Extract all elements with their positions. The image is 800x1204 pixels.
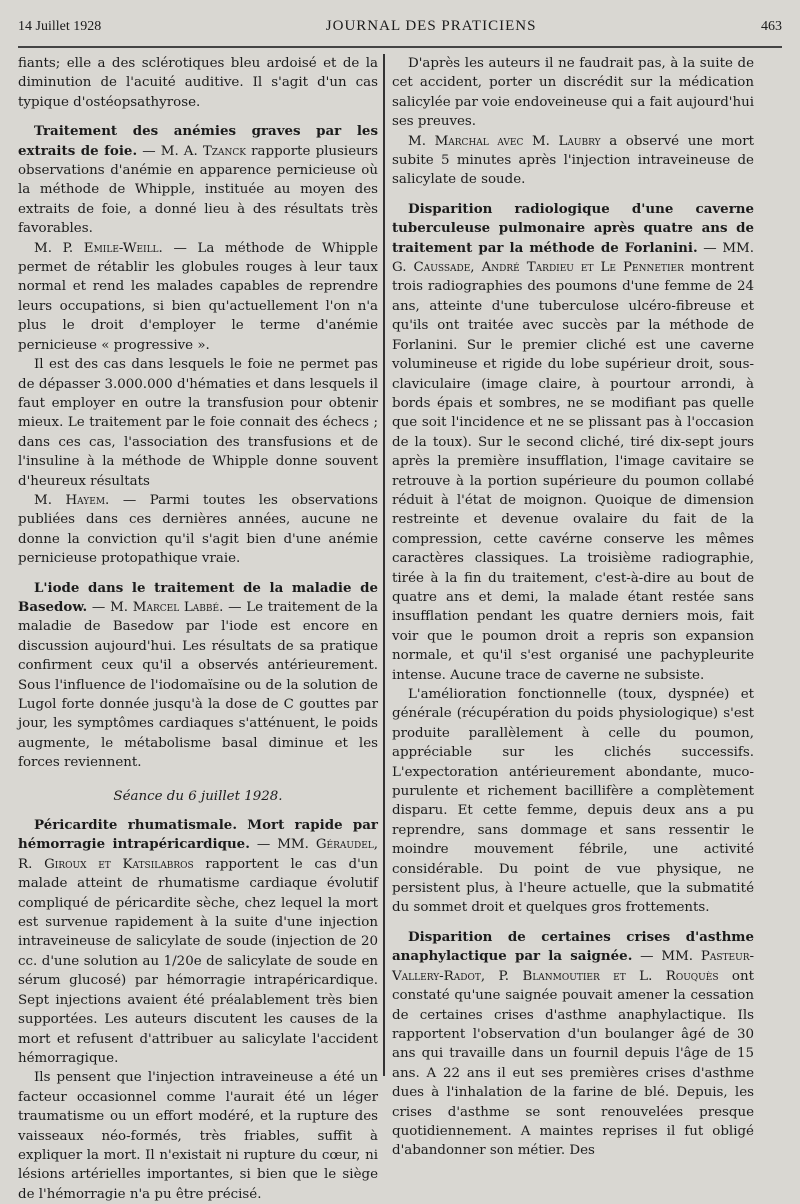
paragraph: rapporte plusieurs observations d'anémie en apparence pernicieuse où la méthode de Whipple, instituée au moyen des extraits de foie, a donné lieu à des résultats très favorables. bbox=[18, 143, 379, 237]
paragraph: Ils pensent que l'injection intraveineuse a été un facteur occasionnel comme l'aurait été un léger traumatisme ou un effort modéré, et la rupture des vaisseaux néo-formés, très friables, suffit à expliquer la mort. Il n'existait ni rupture du cœur, ni lésions artérielles importantes, si bien que le siège de l'hémorragie n'a pu être précisé. bbox=[18, 1070, 378, 1202]
paragraph: Parmi toutes les observations publiées dans ces dernières années, aucune ne donne la conviction qu'il s'agit bien d'une anémie pernicieuse protopathique vraie. bbox=[18, 492, 378, 567]
left-column bbox=[18, 54, 379, 1202]
paragraph: a observé une mort subite 5 minutes après l'injection intraveineuse de salicylate de soude. bbox=[392, 133, 755, 188]
section-pericardite: Péricardite rhumatismale. Mort rapide par hémorragie intrapéricardique. — MM. Géraudel, R. Giroux et Katsilabros rapportent le cas d'un malade atteint de rhumatisme cardiaque évolutif compliqué de péricardite sèche, chez lequel la mort est survenue rapidement à la suite d'une injection intraveineuse de salicylate de soude (injection de 20 cc. d'une solution au 1/20e de salicylate de soude en sérum glucosé) par hémorragie intrapéricardique. Sept injections avaient été préalablement très bien supportées. Les auteurs discutent les causes de la mort et refusent d'attribuer au salicylate l'accident hémorragique. Ils pensent que l'injection intraveineuse a été un facteur occasionnel comme l'aurait été un léger traumatisme ou un effort modéré, et la rupture des vaisseaux néo-formés, très friables, suffit à expliquer la mort. Il n'existait ni rupture du cœur, ni lésions artérielles importantes, si bien que le siège de l'hémorragie n'a pu être précisé. bbox=[18, 816, 378, 1204]
journal-title: JOURNAL DES PRATICIENS bbox=[325, 18, 537, 34]
section-title: Disparition radiologique d'une caverne tuberculeuse pulmonaire après quatre ans de traitement par la méthode de Forlanini. bbox=[392, 200, 754, 256]
header-date: 14 Juillet 1928 bbox=[18, 19, 102, 34]
section-caverne: Disparition radiologique d'une caverne tuberculeuse pulmonaire après quatre ans de traitement par la méthode de Forlanini. — MM. G. Caussade, André Tardieu et Le Pennetier montrent trois radiographies des poumons d'une femme de 24 ans, atteinte d'une tuberculose ulcéro-fibreuse et qu'ils ont traitée avec succès par la méthode de Forlanini. Sur le premier cliché est une caverne volumineuse et rigide du lobe supérieur droit, sous-claviculaire (image claire, à pourtour arrondi, à bords épais et sombres, ne se modifiant pas quelle que soit l'incidence et ne se plissant pas à l'occasion de la toux). Sur le second cliché, tiré dix-sept jours après la première insufflation, l'image cavitaire se retrouve à la portion supérieure du poumon collabé réduit à l'état de moignon. Quoique de dimension restreinte et devenue ovalaire du fait de la compression, cette cavérne conserve les mêmes caractères classiques. La troisième radiographie, tirée à la fin du traitement, c'est-à-dire au bout de quatre ans et demi, la malade étant restée sans insufflation pendant les quatre derniers mois, fait voir que le poumon droit a repris son expansion normale, et qu'il s'est organisé une pachypleurite intense. Aucune trace de caverne ne subsiste. L'amélioration fonctionnelle (toux, dyspnée) et générale (récupération du poids physiologique) s'est produite parallèlement à celle du poumon, appréciable sur les clichés successifs. L'expectoration antérieurement abondante, muco-purulente et richement bacillifère a complètement disparu. Et cette femme, depuis deux ans a pu reprendre, sans dommage et sans ressentir le moindre mouvement fébrile, une activité considérable. Du point de vue physique, ne persistent plus, à l'heure actuelle, que la submatité du sommet droit et quelques gros frottements. bbox=[392, 200, 754, 918]
seance-heading: Séance du 6 juillet 1928. bbox=[113, 788, 283, 804]
author-name: MM. G. Caussade, André Tardieu et Le Pennetier bbox=[392, 240, 754, 276]
paragraph: L'amélioration fonctionnelle (toux, dyspnée) et générale (récupération du poids physiologique) s'est produite parallèlement à celle du poumon, appréciable sur les clichés successifs. L'expectoration antérieurement abondante, muco-purulente et richement bacillifère a complètement disparu. Et cette femme, depuis deux ans a pu reprendre, sans dommage et sans ressentir le moindre mouvement fébrile, une activité considérable. Du point de vue physique, ne persistent plus, à l'heure actuelle, que la submatité du sommet droit et quelques gros frottements. bbox=[392, 687, 754, 916]
author-name: M. Marchal avec M. Laubry bbox=[408, 133, 601, 149]
column-divider bbox=[383, 54, 385, 1076]
author-name: M. Hayem. bbox=[34, 492, 110, 508]
section-title: Disparition de certaines crises d'asthme anaphylactique par la saignée. bbox=[392, 928, 754, 965]
right-column bbox=[392, 54, 755, 1159]
section-title: L'iode dans le traitement de la maladie de Basedow. bbox=[18, 579, 378, 615]
section-title: Péricardite rhumatismale. Mort rapide par hémorragie intrapéricardique. bbox=[18, 817, 378, 853]
section-title: Traitement des anémies graves par les extraits de foie. bbox=[18, 123, 378, 159]
left-intro: fiants; elle a des sclérotiques bleu ardoisé et de la diminution de l'acuité auditive. Il s'agit d'un cas typique d'ostéopsathyrose. bbox=[18, 56, 378, 110]
author-name: MM. Pasteur-Vallery-Radot, P. Blanmoutier et L. Rouquès bbox=[392, 949, 754, 984]
page-header bbox=[18, 18, 782, 40]
paragraph: Le traitement de la maladie de Basedow par l'iode est encore en discussion aujourd'hui. Les résultats de sa pratique confirment ceux qu'il a observés antérieurement. Sous l'influence de l'iodomaïsine ou de la solution de Lugol forte donnée jusqu'à la dose de C gouttes par jour, les symptômes cardiaques s'atténuent, le poids augmente, le métabolisme basal diminue et les forces reviennent. bbox=[18, 599, 378, 771]
author-name: M. Marcel Labbé. bbox=[110, 599, 224, 615]
paragraph: La méthode de Whipple permet de rétablir les globules rouges à leur taux normal et rend les malades capables de reprendre leurs occupations, si bien qu'actuellement l'on n'a plus le droit d'employer le terme d'anémie pernicieuse « progressive ». bbox=[18, 240, 378, 353]
paragraph: Il est des cas dans lesquels le foie ne permet pas de dépasser 3.000.000 d'hématies et dans lesquels il faut employer en outre la transfusion pour obtenir mieux. Le traitement par le foie connait des échecs ; dans ces cas, l'association des transfusions et de l'insuline à la méthode de Whipple donne souvent d'heureux résultats bbox=[18, 357, 378, 489]
header-rule bbox=[18, 46, 782, 48]
section-asthme: Disparition de certaines crises d'asthme anaphylactique par la saignée. — MM. Pasteur-Vallery-Radot, P. Blanmoutier et L. Rouquès ont constaté qu'une saignée pouvait amener la cessation de certaines crises d'asthme anaphylactique. Ils rapportent l'observation d'un boulanger âgé de 30 ans qui travaille dans un fournil depuis l'âge de 15 ans. A 22 ans il eut ses premières crises d'asthme dues à l'inhalation de la farine de blé. Depuis, les crises d'asthme se sont renouvelées presque quotidiennement. A maintes reprises il fut obligé d'abandonner son métier. Des bbox=[392, 928, 754, 1159]
paragraph: ont constaté qu'une saignée pouvait amener la cessation de certaines crises d'asthme anaphylactique. Ils rapportent l'observation d'un boulanger âgé de 30 ans qui travaille dans un fournil depuis l'âge de 15 ans. A 22 ans il eut ses premières crises d'asthme dues à l'inhalation de la farine de blé. Depuis, les crises d'asthme se sont renouvelées presque quotidiennement. A maintes reprises il fut obligé d'abandonner son métier. Des bbox=[392, 968, 754, 1159]
author-name: M. A. Tzanck bbox=[160, 143, 247, 159]
paragraph: rapportent le cas d'un malade atteint de rhumatisme cardiaque évolutif compliqué de péricardite sèche, chez lequel la mort est survenue rapidement à la suite d'une injection intraveineuse de salicylate de soude (injection de 20 cc. d'une solution au 1/20e de salicylate de soude en sérum glucosé) par hémorragie intrapéricardique. Sept injections avaient été préalablement très bien supportées. Les auteurs discutent les causes de la mort et refusent d'attribuer au salicylate l'accident hémorragique. bbox=[18, 856, 378, 1066]
author-name: MM. Géraudel, R. Giroux et Katsilabros bbox=[18, 837, 378, 872]
page-number: 463 bbox=[761, 19, 782, 34]
right-intro: D'après les auteurs il ne faudrait pas, à la suite de cet accident, porter un discrédit sur la médication salicylée par voie endoveineuse qui a fait aujourd'hui ses preuves. bbox=[392, 56, 754, 130]
paragraph: montrent trois radiographies des poumons d'une femme de 24 ans, atteinte d'une tuberculose ulcéro-fibreuse et qu'ils ont traitée avec succès par la méthode de Forlanini. Sur le premier cliché est une caverne volumineuse et rigide du lobe supérieur droit, sous-claviculaire (image claire, à pourtour arrondi, à bords épais et sombres, ne se modifiant pas quelle que soit l'incidence et ne se plissant pas à l'occasion de la toux). Sur le second cliché, tiré dix-sept jours après la première insufflation, l'image cavitaire se retrouve à la portion supérieure du poumon collabé réduit à l'état de moignon. Quoique de dimension restreinte et devenue ovalaire du fait de la compression, cette cavérne conserve les mêmes caractères classiques. La troisième radiographie, tirée à la fin du traitement, c'est-à-dire au bout de quatre ans et demi, la malade étant restée sans insufflation pendant les quatre derniers mois, fait voir que le poumon droit a repris son expansion normale, et qu'il s'est organisé une pachypleurite intense. Aucune trace de caverne ne subsiste. bbox=[392, 260, 754, 683]
author-name: M. P. Emile-Weill. bbox=[34, 240, 163, 256]
section-basedow: L'iode dans le traitement de la maladie de Basedow. — M. Marcel Labbé. — Le traitement de la maladie de Basedow par l'iode est encore en discussion aujourd'hui. Les résultats de sa pratique confirment ceux qu'il a observés antérieurement. Sous l'influence de l'iodomaïsine ou de la solution de Lugol forte donnée jusqu'à la dose de C gouttes par jour, les symptômes cardiaques s'atténuent, le poids augmente, le métabolisme basal diminue et les forces reviennent. bbox=[18, 579, 378, 771]
section-anemies: Traitement des anémies graves par les extraits de foie. — M. A. Tzanck rapporte plusieurs observations d'anémie en apparence pernicieuse où la méthode de Whipple, instituée au moyen des extraits de foie, a donné lieu à des résultats très favorables. M. P. Emile-Weill. — La méthode de Whipple permet de rétablir les globules rouges à leur taux normal et rend les malades capables de reprendre leurs occupations, si bien qu'actuellement l'on n'a plus le droit d'employer le terme d'anémie pernicieuse « progressive ». Il est des cas dans lesquels le foie ne permet pas de dépasser 3.000.000 d'hématies et dans lesquels il faut employer en outre la transfusion pour obtenir mieux. Le traitement par le foie connait des échecs ; dans ces cas, l'association des transfusions et de l'insuline à la méthode de Whipple donne souvent d'heureux résultats M. Hayem. — Parmi toutes les observations publiées dans ces dernières années, aucune ne donne la conviction qu'il s'agit bien d'une anémie pernicieuse protopathique vraie. bbox=[18, 123, 379, 567]
